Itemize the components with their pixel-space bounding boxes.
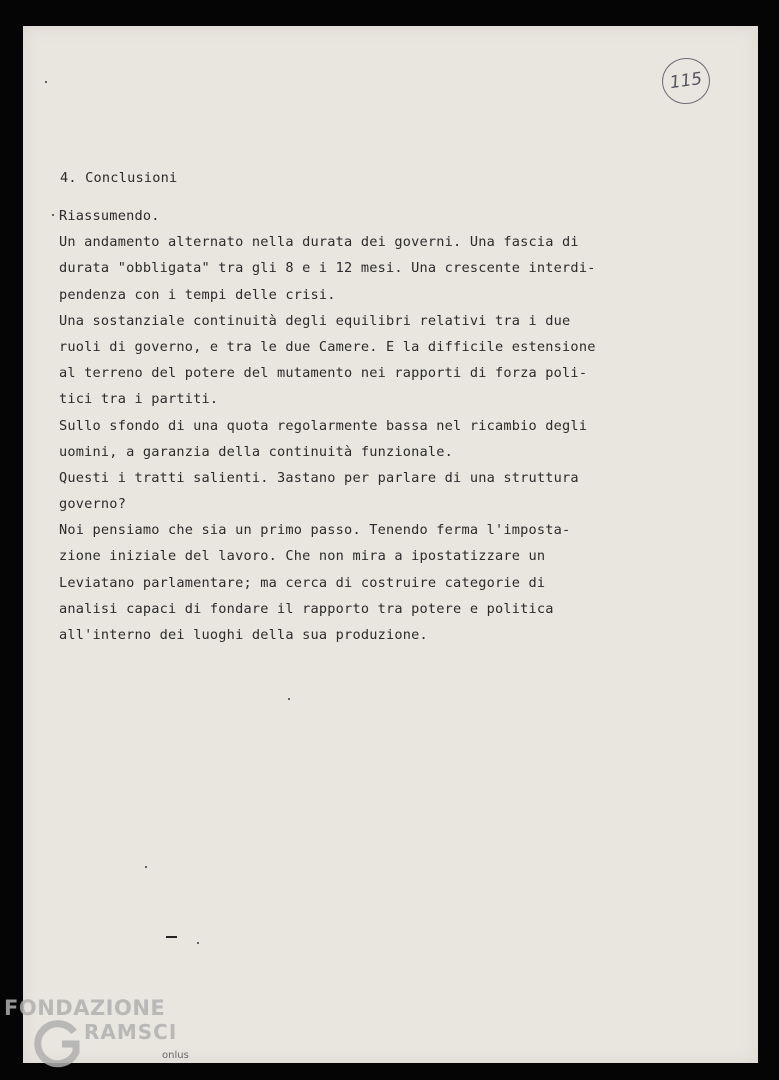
text-line: Sullo sfondo di una quota regolarmente bassa nel ricambio degli (59, 417, 588, 434)
body-text (59, 203, 619, 648)
text-line: uomini, a garanzia della continuità funzionale. (59, 443, 454, 460)
scan-speck (52, 214, 54, 216)
scan-speck (288, 698, 290, 700)
text-line: all'interno dei luoghi della sua produzione. (59, 627, 428, 643)
text-line: al terreno del potere del mutamento nei rapporti di forza poli- (59, 365, 588, 382)
text-line: zione iniziale del lavoro. Che non mira a ipostatizzare un (59, 548, 546, 565)
text-line: Noi pensiamo che sia un primo passo. Tenendo ferma l'imposta- (59, 522, 571, 539)
scan-speck (197, 942, 199, 944)
text-line: Riassumendo. (59, 208, 160, 224)
watermark-logo (4, 996, 204, 1076)
text-line: Un andamento alternato nella durata dei governi. Una fascia di (59, 234, 579, 251)
text-line: Questi i tratti salienti. 3astano per parlare di una struttura (59, 469, 579, 486)
scan-speck (45, 81, 47, 83)
scan-mark (166, 936, 177, 938)
scan-speck (145, 866, 147, 868)
text-line: pendenza con i tempi delle crisi. (59, 286, 336, 303)
gramsci-g-icon (34, 1018, 84, 1068)
watermark-line1: FONDAZIONE (4, 996, 166, 1020)
watermark-suffix: onlus (162, 1050, 189, 1061)
text-line: Leviatano parlamentare; ma cerca di costruire categorie di (59, 574, 546, 591)
text-line: analisi capaci di fondare il rapporto tra potere e politica (59, 600, 554, 617)
watermark-line2: RAMSCI (84, 1020, 178, 1044)
text-line: durata "obbligata" tra gli 8 e i 12 mesi. Una crescente interdi- (59, 260, 596, 277)
text-line: governo? (59, 496, 127, 513)
section-heading: 4. Conclusioni (60, 170, 178, 186)
text-line: Una sostanziale continuità degli equilibri relativi tra i due (59, 312, 571, 329)
text-line: ruoli di governo, e tra le due Camere. E la difficile estensione (59, 338, 596, 355)
text-line: tici tra i partiti. (59, 391, 219, 408)
page-number: 115 (668, 68, 704, 94)
